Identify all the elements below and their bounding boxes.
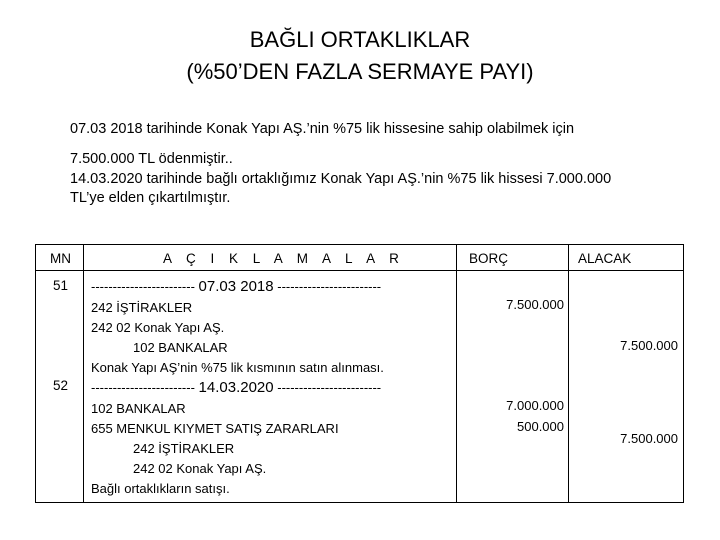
entry-date-separator [91, 278, 381, 295]
account-line: 102 BANKALAR [91, 401, 186, 416]
page-subtitle: (%50’DEN FAZLA SERMAYE PAYI) [186, 59, 534, 84]
page-title: BAĞLI ORTAKLIKLAR [249, 27, 471, 52]
journal-table [35, 244, 684, 503]
account-line: 242 İŞTİRAKLER [91, 300, 193, 315]
borc-amount: 7.000.000 [506, 398, 564, 413]
entry-date: 14.03.2020 [198, 379, 274, 396]
separator-dashes: ------------------------ [277, 380, 382, 395]
column-divider [456, 245, 457, 502]
header-divider [36, 270, 683, 271]
entry-number: 51 [53, 278, 69, 293]
column-divider [568, 245, 569, 502]
account-line: 242 02 Konak Yapı AŞ. [133, 461, 267, 476]
header-aciklama: A Ç I K L A M A L A R [163, 251, 405, 266]
alacak-amount: 7.500.000 [620, 431, 678, 446]
description-line: 14.03.2020 tarihinde bağlı ortaklığımız Konak Yapı AŞ.’nin %75 lik hissesi 7.000.000 [70, 171, 612, 187]
account-line: 655 MENKUL KIYMET SATIŞ ZARARLARI [91, 421, 339, 436]
header-alacak: ALACAK [578, 251, 632, 266]
column-divider [83, 245, 84, 502]
account-line: 102 BANKALAR [133, 340, 228, 355]
account-line: 242 02 Konak Yapı AŞ. [91, 320, 225, 335]
header-borc: BORÇ [469, 251, 509, 266]
entry-explanation: Bağlı ortaklıkların satışı. [91, 481, 230, 496]
borc-amount: 500.000 [517, 419, 564, 434]
separator-dashes: ------------------------ [91, 279, 195, 294]
borc-amount: 7.500.000 [506, 297, 564, 312]
entry-date: 07.03 2018 [198, 278, 274, 295]
header-mn: MN [50, 251, 71, 266]
description-line: 07.03 2018 tarihinde Konak Yapı AŞ.’nin %75 lik hissesine sahip olabilmek için [70, 121, 575, 137]
account-line: 242 İŞTİRAKLER [133, 441, 235, 456]
separator-dashes: ------------------------ [91, 380, 195, 395]
description-line: TL’ye elden çıkartılmıştır. [70, 190, 231, 206]
entry-number: 52 [53, 378, 69, 393]
separator-dashes: ------------------------ [277, 279, 382, 294]
description-line: 7.500.000 TL ödenmiştir.. [70, 151, 233, 167]
entry-explanation: Konak Yapı AŞ’nin %75 lik kısmının satın alınması. [91, 360, 384, 375]
alacak-amount: 7.500.000 [620, 338, 678, 353]
entry-date-separator [91, 379, 381, 396]
